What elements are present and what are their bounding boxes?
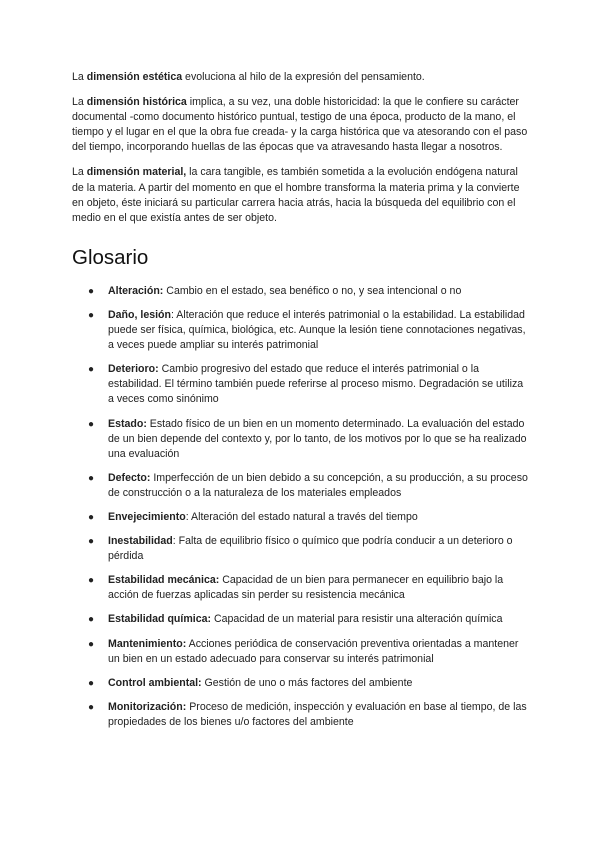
- glossary-term: Inestabilidad: [108, 535, 173, 548]
- glossary-item-estado: [72, 417, 528, 462]
- glossary-definition: : Alteración del estado natural a través del tiempo: [185, 510, 418, 523]
- paragraph-material-dimension: [72, 165, 528, 225]
- glossary-item-mantenimiento: [72, 637, 528, 667]
- glossary-list: [72, 284, 528, 730]
- bullet-icon: ●: [88, 285, 95, 297]
- glossary-definition: Acciones periódica de conservación preventiva orientadas a mantener un bien en un estado adecuado para conservar su interés patrimonial: [108, 637, 519, 665]
- glossary-heading: Glosario: [72, 245, 149, 269]
- glossary-definition: Gestión de uno o más factores del ambiente: [201, 676, 413, 689]
- glossary-term: Envejecimiento: [108, 510, 186, 523]
- glossary-term: Control ambiental:: [108, 676, 202, 689]
- bullet-icon: ●: [88, 677, 95, 689]
- glossary-item-defecto: [72, 471, 528, 501]
- paragraph-prefix: La: [72, 71, 87, 83]
- glossary-term: Defecto:: [108, 471, 151, 484]
- glossary-item-estabilidad-mecanica: [72, 573, 528, 603]
- paragraph-text: la cara tangible, es también sometida a la evolución endógena natural de la materia. A partir del momento en que el hombre transforma la materia prima y la convierte en objeto, éste iniciará su particular carrera hacia atrás, hacia la búsqueda del equilibrio con el medio en el que existía antes de ser objeto.: [72, 166, 520, 224]
- bullet-icon: ●: [88, 364, 95, 376]
- glossary-definition: Cambio en el estado, sea benéfico o no, y sea intencional o no: [163, 284, 462, 297]
- glossary-definition: Capacidad de un material para resistir una alteración química: [211, 613, 503, 626]
- bullet-icon: ●: [88, 511, 95, 523]
- glossary-item-monitorizacion: [72, 700, 528, 730]
- glossary-definition: Imperfección de un bien debido a su concepción, a su producción, a su proceso de construcción o a la naturaleza de los materiales empleados: [108, 471, 528, 499]
- glossary-item-deterioro: [72, 362, 528, 407]
- bullet-icon: ●: [88, 536, 95, 548]
- bullet-icon: ●: [88, 575, 95, 587]
- glossary-definition: : Alteración que reduce el interés patrimonial o la estabilidad. La estabilidad puede ser física, química, biológica, etc. Aunque la lesión tiene connotaciones negativas, a veces puede ampliar su interés patrimonial: [108, 308, 526, 352]
- paragraph-bold-term: dimensión estética: [86, 71, 183, 83]
- glossary-definition: Cambio progresivo del estado que reduce el interés patrimonial o la estabilidad. El término también puede referirse al proceso mismo. Degradación se utiliza a veces como sinónimo: [108, 363, 524, 406]
- glossary-term: Estabilidad mecánica:: [108, 574, 220, 587]
- glossary-item-control-ambiental: [72, 676, 528, 691]
- glossary-item-dano-lesion: [72, 308, 528, 353]
- glossary-item-inestabilidad: [72, 534, 528, 564]
- glossary-definition: Proceso de medición, inspección y evaluación en base al tiempo, de las propiedades de los bienes u/o factores del ambiente: [108, 700, 527, 728]
- bullet-icon: ●: [88, 309, 95, 321]
- glossary-term: Deterioro:: [108, 363, 159, 376]
- paragraph-bold-term: dimensión material,: [86, 166, 187, 179]
- glossary-definition: Capacidad de un bien para permanecer en equilibrio bajo la acción de fuerzas aplicadas sin perder su resistencia mecánica: [108, 574, 504, 602]
- bullet-icon: ●: [88, 418, 95, 430]
- glossary-term: Estado:: [108, 417, 147, 430]
- paragraph-prefix: La: [72, 166, 87, 179]
- bullet-icon: ●: [88, 701, 95, 713]
- glossary-item-envejecimiento: [72, 510, 528, 525]
- glossary-item-estabilidad-quimica: [72, 612, 528, 627]
- paragraph-text: implica, a su vez, una doble historicidad: la que le confiere su carácter documental -como documento histórico puntual, testigo de una época, producto de la mano, el tiempo y el lugar en el que la obra fue creada- y la carga histórica que va atesorando con el paso del tiempo, incorporando huellas de las épocas que va atravesando hasta llegar a nosotros.: [72, 96, 528, 154]
- glossary-term: Monitorización:: [108, 700, 187, 713]
- glossary-term: Daño, lesión: [108, 308, 171, 321]
- paragraph-prefix: La: [72, 96, 87, 109]
- glossary-term: Estabilidad química:: [108, 613, 212, 626]
- bullet-icon: ●: [88, 614, 95, 626]
- bullet-icon: ●: [88, 638, 95, 650]
- paragraph-aesthetic-dimension: [72, 70, 528, 85]
- glossary-definition: : Falta de equilibrio físico o químico que podría conducir a un deterioro o pérdida: [108, 535, 513, 563]
- bullet-icon: ●: [88, 472, 95, 484]
- glossary-item-alteracion: [72, 284, 528, 299]
- paragraph-historical-dimension: [72, 95, 528, 155]
- paragraph-bold-term: dimensión histórica: [86, 96, 187, 109]
- glossary-definition: Estado físico de un bien en un momento determinado. La evaluación del estado de un bien depende del contexto y, por lo tanto, de los motivos por lo que se ha realizado una evaluación: [108, 417, 527, 460]
- glossary-term: Mantenimiento:: [108, 637, 187, 650]
- glossary-term: Alteración:: [108, 284, 164, 297]
- paragraph-text: evoluciona al hilo de la expresión del pensamiento.: [182, 71, 425, 83]
